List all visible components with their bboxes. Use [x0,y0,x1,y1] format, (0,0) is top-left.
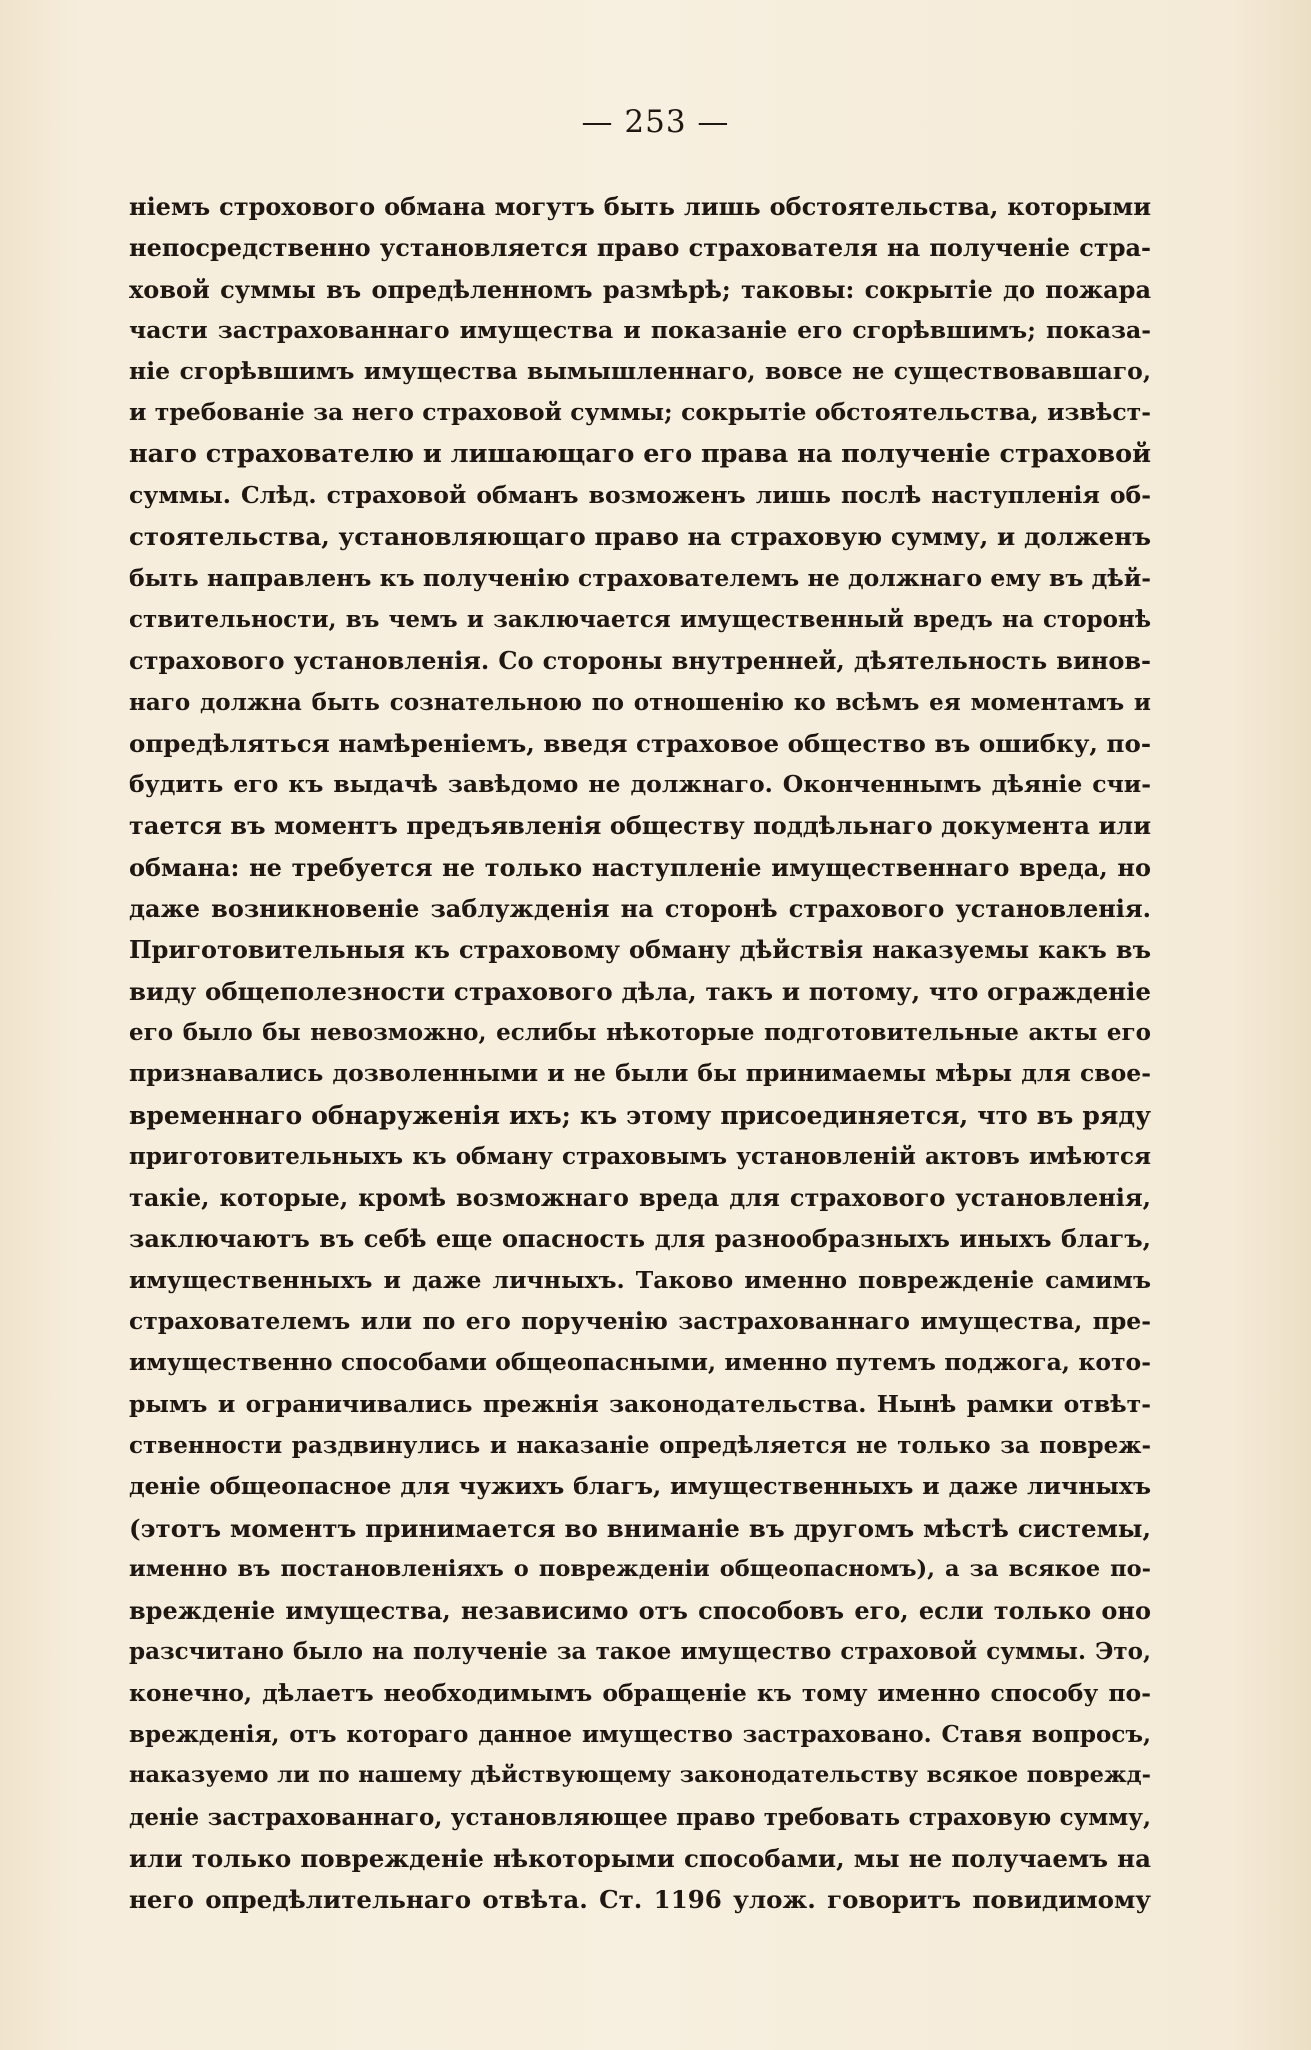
text-line: даже возникновеніе заблужденія на сторонѣ страхового установленія. [129,894,1151,924]
text-line: наго должна быть сознательною по отношенію ко всѣмъ ея моментамъ и [129,688,1151,716]
text-line: признавались дозволенными и не были бы принимаемы мѣры для свое- [129,1059,1151,1088]
text-line: приготовительныхъ къ обману страховымъ установленій актовъ имѣются [129,1142,1151,1170]
text-line: ственности раздвинулись и наказаніе опредѣляется не только за повреж- [129,1431,1151,1459]
text-line: и требованіе за него страховой суммы; сокрытіе обстоятельства, извѣст- [129,398,1151,427]
text-line: разсчитано было на полученіе за такое имущество страховой суммы. Это, [129,1638,1151,1666]
body-text [129,186,1151,1920]
text-line: заключаютъ въ себѣ еще опасность для разнообразныхъ иныхъ благъ, [129,1224,1151,1254]
text-line: будить его къ выдачѣ завѣдомо не должнаго. Оконченнымъ дѣяніе счи- [129,770,1151,799]
text-line: его было бы невозможно, еслибы нѣкоторые подготовительные акты его [129,1018,1151,1046]
text-line: быть направленъ къ полученію страхователемъ не должнаго ему въ дѣй- [129,563,1151,592]
text-line: деніе застрахованнаго, установляющее право требовать страховую сумму, [129,1803,1151,1831]
text-line: него опредѣлительнаго отвѣта. Ст. 1196 улож. говоритъ повидимому [129,1885,1151,1915]
text-line: конечно, дѣлаетъ необходимымъ обращеніе къ тому именно способу по- [129,1678,1151,1707]
text-line: виду общеполезности страхового дѣла, такъ и потому, что огражденіе [129,976,1151,1006]
page-number: — 253 — [581,104,730,140]
text-line: суммы. Слѣд. страховой обманъ возможенъ лишь послѣ наступленія об- [129,481,1151,510]
text-line: временнаго обнаруженія ихъ; къ этому присоединяется, что въ ряду [129,1100,1151,1130]
text-line: ніемъ строхового обмана могутъ быть лишь обстоятельства, которыми [129,192,1151,221]
text-line: или только поврежденіе нѣкоторыми способами, мы не получаемъ на [129,1843,1151,1873]
text-line: непосредственно установляется право страхователя на полученіе стра- [129,233,1151,263]
text-line: наго страхователю и лишающаго его права на полученіе страховой [129,438,1152,469]
text-line: имущественно способами общеопасными, именно путемъ поджога, кото- [129,1348,1151,1377]
text-line: обмана: не требуется не только наступленіе имущественнаго вреда, но [129,852,1151,882]
text-line: врежденіе имущества, независимо отъ способовъ его, если только оно [129,1596,1151,1626]
text-line: части застрахованнаго имущества и показаніе его сгорѣвшимъ; показа- [129,315,1151,344]
text-line: наказуемо ли по нашему дѣйствующему законодательству всякое поврежд- [129,1762,1151,1789]
text-line: такіе, которые, кромѣ возможнаго вреда для страхового установленія, [129,1183,1151,1213]
text-line: страхователемъ или по его порученію застрахованнаго имущества, пре- [129,1307,1151,1336]
text-line: врежденія, отъ котораго данное имущество застраховано. Ставя вопросъ, [129,1720,1151,1748]
text-line: деніе общеопасное для чужихъ благъ, имущественныхъ и даже личныхъ [129,1472,1151,1501]
text-line: имущественныхъ и даже личныхъ. Таково именно поврежденіе самимъ [129,1265,1151,1294]
text-line: опредѣляться намѣреніемъ, введя страховое общество въ ошибку, по- [129,728,1151,758]
text-line: именно въ постановленіяхъ о поврежденіи общеопасномъ), а за всякое по- [129,1555,1151,1582]
text-line: стоятельства, установляющаго право на страховую сумму, и долженъ [129,522,1151,552]
text-line: (этотъ моментъ принимается во вниманіе въ другомъ мѣстѣ системы, [129,1513,1151,1543]
text-line: тается въ моментъ предъявленія обществу поддѣльнаго документа или [129,811,1151,841]
text-line: Приготовительныя къ страховому обману дѣйствія наказуемы какъ въ [129,935,1151,965]
text-line: ніе сгорѣвшимъ имущества вымышленнаго, вовсе не существовавшаго, [129,357,1151,386]
text-line: ствительности, въ чемъ и заключается имущественный вредъ на сторонѣ [129,605,1151,633]
text-line: рымъ и ограничивались прежнія законодательства. Нынѣ рамки отвѣт- [129,1389,1151,1418]
text-line: страхового установленія. Со стороны внутренней, дѣятельность винов- [129,646,1151,676]
text-line: ховой суммы въ опредѣленномъ размѣрѣ; таковы: сокрытіе до пожара [129,274,1151,304]
